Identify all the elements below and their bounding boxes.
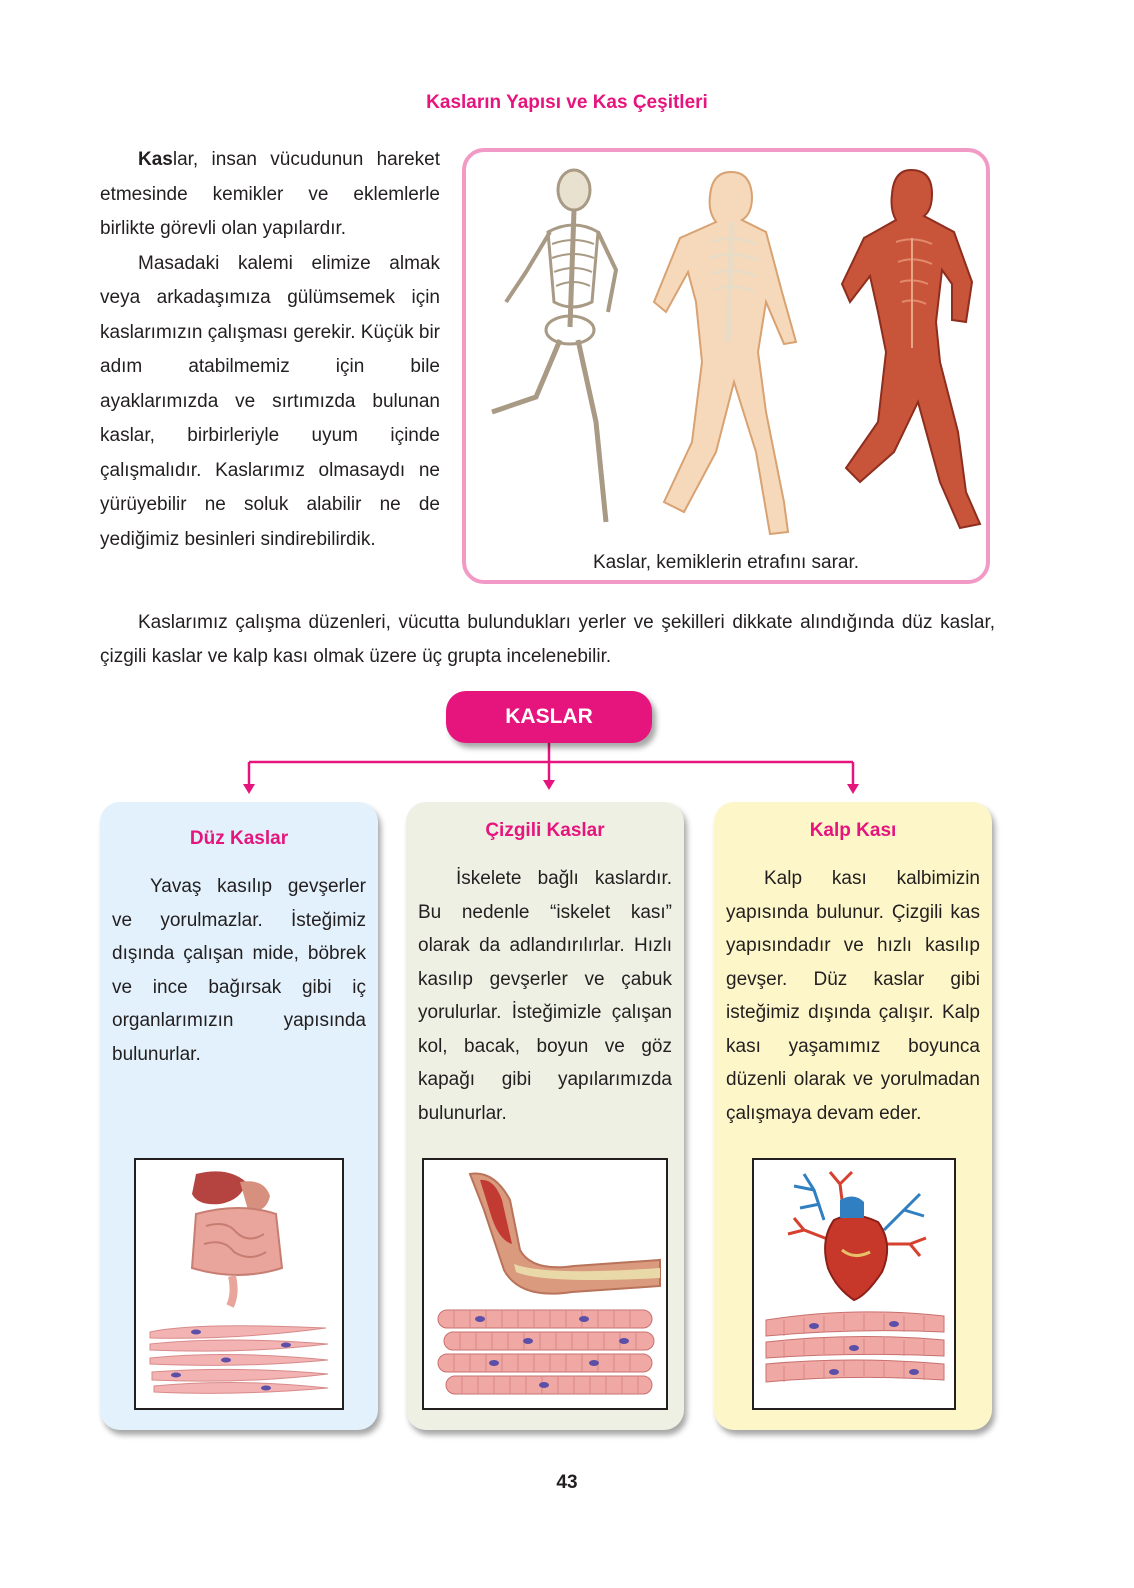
card-title-kalp-kasi: Kalp Kası [809,820,897,841]
photo-caption: Kaslar, kemiklerin etrafını sarar. [592,552,860,573]
intestine-shape [192,1208,282,1275]
intro-p1-text: lar, insan vücudunun hareket etmesinde kemikler ve eklemlerle birlikte görevli olan yapılardır. [100,149,440,239]
card-text-cizgili-kaslar [418,862,672,1130]
smooth-muscle-cells [150,1326,328,1394]
card-kalp-kasi [714,802,992,1430]
card-cizgili-kaslar [406,802,684,1430]
kaslar-root-node: KASLAR [446,691,652,743]
card-paragraph: Kalp kası kalbimizin yapısında bulunur. Çizgili kas yapısındadır ve hızlı kasılıp gevşer. Düz kaslar gibi isteğimiz dışında çalışır. Kalp kası yaşamımız boyunca düzenli olarak ve yorulmadan çalışmaya devam eder. [726,868,980,1124]
arm-muscle-image [424,1160,666,1408]
liver-shape [192,1171,246,1204]
stomach-shape [240,1181,270,1210]
card-title-cizgili-kaslar: Çizgili Kaslar [485,820,605,841]
card-paragraph: Yavaş kasılıp gevşerler ve yorulmazlar. İsteğimiz dışında çalışan mide, böbrek ve ince bağırsak gibi iç organlarımızın yapısında bulunurlar. [112,876,366,1065]
card-duz-kaslar [100,802,378,1430]
cardiac-muscle-illustration [752,1158,956,1410]
intro-paragraph-2: Masadaki kalemi elimize almak veya arkadaşımıza gülümsemek için kaslarımızın çalışması gerekir. Küçük bir adım atabilmemiz için bile ayaklarımızda ve sırtımızda bulunan kaslar, birbirleriyle uyum içinde çalışmalıdır. Kaslarımız olmasaydı ne yürüyebilir ne soluk alabilir ne de yediğimiz besinleri sindirebilirdik. [100,252,440,550]
digestive-organs-image [136,1160,342,1408]
skeletal-muscle-illustration [422,1158,668,1410]
smooth-muscle-illustration [134,1158,344,1410]
page-title: Kasların Yapısı ve Kas Çeşitleri [426,92,708,113]
card-text-duz-kaslar [112,870,366,1071]
heart-image [754,1160,954,1408]
page-number: 43 [556,1472,578,1493]
heart-shape [825,1215,887,1300]
card-text-kalp-kasi [726,862,980,1130]
card-title-duz-kaslar: Düz Kaslar [189,828,289,849]
card-paragraph: İskelete bağlı kaslardır. Bu nedenle “iskelet kası” olarak da adlandırılırlar. Hızlı kasılıp gevşerler ve çabuk yorulurlar. İsteğimizle çalışan kol, bacak, boyun ve göz kapağı gibi yapılarımızda bulunurlar. [418,868,672,1124]
intro-bold-word: Kas [138,149,173,170]
classification-text: Kaslarımız çalışma düzenleri, vücutta bulundukları yerler ve şekilleri dikkate alındığında düz kaslar, çizgili kaslar ve kalp kası olmak üzere üç grupta incelenebilir. [100,612,995,667]
